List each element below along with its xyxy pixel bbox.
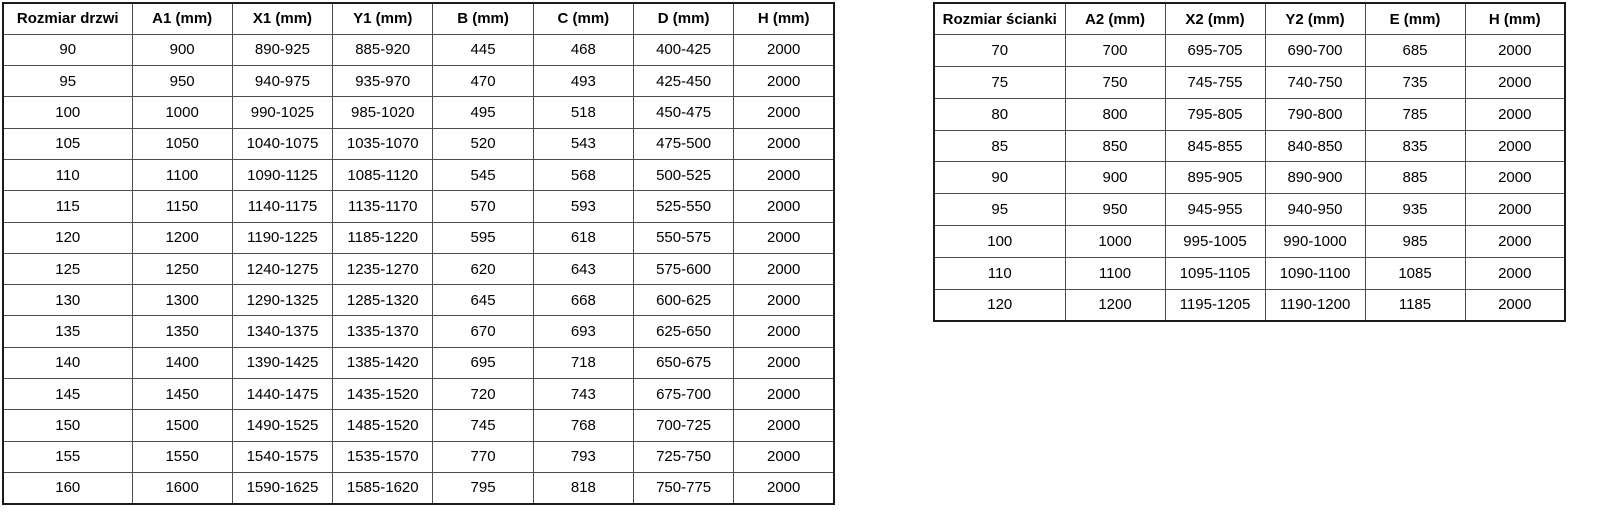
table-cell: 850: [1065, 130, 1165, 162]
table-cell: 1090-1125: [232, 159, 332, 190]
table-cell: 1585-1620: [333, 472, 433, 503]
table-cell: 1390-1425: [232, 347, 332, 378]
table-cell: 945-955: [1165, 194, 1265, 226]
table-cell: 1050: [132, 128, 232, 159]
table-cell: 1400: [132, 347, 232, 378]
table-cell: 1240-1275: [232, 253, 332, 284]
table-cell: 645: [433, 285, 533, 316]
column-header: E (mm): [1365, 3, 1465, 35]
column-header: H (mm): [1465, 3, 1565, 35]
table-row: [3, 347, 834, 378]
column-header: Rozmiar ścianki: [934, 3, 1065, 35]
table-cell: 2000: [1465, 226, 1565, 258]
table-cell: 950: [132, 66, 232, 97]
table-cell: 1300: [132, 285, 232, 316]
table-cell: 70: [934, 35, 1065, 67]
table-row: [3, 472, 834, 503]
table-cell: 1090-1100: [1265, 257, 1365, 289]
table-cell: 750-775: [633, 472, 733, 503]
table-cell: 985-1020: [333, 97, 433, 128]
table-cell: 2000: [734, 253, 834, 284]
wall-table-header: [934, 3, 1565, 35]
table-cell: 495: [433, 97, 533, 128]
table-cell: 1590-1625: [232, 472, 332, 503]
table-cell: 1600: [132, 472, 232, 503]
table-cell: 2000: [1465, 98, 1565, 130]
table-cell: 2000: [1465, 289, 1565, 321]
table-cell: 545: [433, 159, 533, 190]
table-cell: 935: [1365, 194, 1465, 226]
table-cell: 1535-1570: [333, 441, 433, 472]
table-cell: 500-525: [633, 159, 733, 190]
table-cell: 125: [3, 253, 132, 284]
table-cell: 1185-1220: [333, 222, 433, 253]
table-row: [3, 285, 834, 316]
door-table-body: [3, 34, 834, 503]
table-cell: 2000: [734, 128, 834, 159]
column-header: Rozmiar drzwi: [3, 3, 132, 34]
table-cell: 985: [1365, 226, 1465, 258]
column-header: D (mm): [633, 3, 733, 34]
table-row: [3, 316, 834, 347]
table-cell: 130: [3, 285, 132, 316]
table-cell: 1035-1070: [333, 128, 433, 159]
column-header: B (mm): [433, 3, 533, 34]
table-row: [934, 67, 1565, 99]
table-cell: 940-975: [232, 66, 332, 97]
table-cell: 2000: [734, 97, 834, 128]
table-cell: 525-550: [633, 191, 733, 222]
table-cell: 990-1025: [232, 97, 332, 128]
table-cell: 845-855: [1165, 130, 1265, 162]
table-row: [3, 128, 834, 159]
table-cell: 675-700: [633, 379, 733, 410]
table-cell: 1185: [1365, 289, 1465, 321]
table-cell: 1285-1320: [333, 285, 433, 316]
table-cell: 1450: [132, 379, 232, 410]
column-header: H (mm): [734, 3, 834, 34]
table-cell: 2000: [734, 159, 834, 190]
table-cell: 550-575: [633, 222, 733, 253]
table-cell: 935-970: [333, 66, 433, 97]
table-cell: 895-905: [1165, 162, 1265, 194]
door-table-header: [3, 3, 834, 34]
table-cell: 1135-1170: [333, 191, 433, 222]
column-header: A1 (mm): [132, 3, 232, 34]
table-cell: 670: [433, 316, 533, 347]
table-cell: 2000: [734, 66, 834, 97]
table-cell: 160: [3, 472, 132, 503]
table-cell: 2000: [734, 441, 834, 472]
table-cell: 1385-1420: [333, 347, 433, 378]
table-cell: 90: [3, 34, 132, 65]
table-cell: 115: [3, 191, 132, 222]
table-cell: 785: [1365, 98, 1465, 130]
table-cell: 693: [533, 316, 633, 347]
table-cell: 745: [433, 410, 533, 441]
table-cell: 1085: [1365, 257, 1465, 289]
table-cell: 620: [433, 253, 533, 284]
table-cell: 1235-1270: [333, 253, 433, 284]
table-cell: 795: [433, 472, 533, 503]
table-cell: 520: [433, 128, 533, 159]
table-cell: 1540-1575: [232, 441, 332, 472]
table-row: [3, 34, 834, 65]
table-cell: 2000: [1465, 194, 1565, 226]
table-cell: 85: [934, 130, 1065, 162]
table-cell: 75: [934, 67, 1065, 99]
table-cell: 2000: [1465, 67, 1565, 99]
table-cell: 890-900: [1265, 162, 1365, 194]
table-row: [3, 191, 834, 222]
table-cell: 950: [1065, 194, 1165, 226]
table-cell: 900: [1065, 162, 1165, 194]
table-cell: 790-800: [1265, 98, 1365, 130]
table-cell: 743: [533, 379, 633, 410]
table-cell: 1095-1105: [1165, 257, 1265, 289]
table-row: [934, 194, 1565, 226]
table-cell: 1435-1520: [333, 379, 433, 410]
table-cell: 2000: [734, 285, 834, 316]
table-cell: 990-1000: [1265, 226, 1365, 258]
column-header: Y1 (mm): [333, 3, 433, 34]
column-header: A2 (mm): [1065, 3, 1165, 35]
table-row: [934, 226, 1565, 258]
table-cell: 110: [934, 257, 1065, 289]
table-cell: 793: [533, 441, 633, 472]
table-cell: 618: [533, 222, 633, 253]
table-cell: 543: [533, 128, 633, 159]
table-cell: 1195-1205: [1165, 289, 1265, 321]
table-cell: 95: [3, 66, 132, 97]
table-cell: 1150: [132, 191, 232, 222]
table-cell: 840-850: [1265, 130, 1365, 162]
table-cell: 625-650: [633, 316, 733, 347]
table-cell: 445: [433, 34, 533, 65]
table-cell: 695: [433, 347, 533, 378]
table-cell: 493: [533, 66, 633, 97]
table-cell: 885-920: [333, 34, 433, 65]
table-cell: 1000: [132, 97, 232, 128]
table-cell: 155: [3, 441, 132, 472]
table-cell: 1250: [132, 253, 232, 284]
table-cell: 690-700: [1265, 35, 1365, 67]
table-row: [3, 410, 834, 441]
table-cell: 568: [533, 159, 633, 190]
table-cell: 2000: [734, 347, 834, 378]
table-cell: 885: [1365, 162, 1465, 194]
table-row: [934, 289, 1565, 321]
table-cell: 593: [533, 191, 633, 222]
table-cell: 995-1005: [1165, 226, 1265, 258]
table-cell: 740-750: [1265, 67, 1365, 99]
table-cell: 695-705: [1165, 35, 1265, 67]
table-row: [3, 379, 834, 410]
table-cell: 1340-1375: [232, 316, 332, 347]
table-cell: 100: [934, 226, 1065, 258]
table-row: [934, 98, 1565, 130]
table-cell: 700-725: [633, 410, 733, 441]
table-cell: 135: [3, 316, 132, 347]
table-row: [934, 35, 1565, 67]
table-cell: 470: [433, 66, 533, 97]
wall-size-table: [933, 2, 1566, 322]
table-cell: 518: [533, 97, 633, 128]
header-row: [3, 3, 834, 34]
table-cell: 725-750: [633, 441, 733, 472]
table-cell: 940-950: [1265, 194, 1365, 226]
table-cell: 800: [1065, 98, 1165, 130]
table-cell: 2000: [734, 472, 834, 503]
header-row: [934, 3, 1565, 35]
table-cell: 90: [934, 162, 1065, 194]
table-row: [3, 97, 834, 128]
column-header: X2 (mm): [1165, 3, 1265, 35]
table-cell: 1200: [132, 222, 232, 253]
table-cell: 1490-1525: [232, 410, 332, 441]
table-cell: 770: [433, 441, 533, 472]
table-cell: 100: [3, 97, 132, 128]
table-cell: 700: [1065, 35, 1165, 67]
table-cell: 643: [533, 253, 633, 284]
table-cell: 1100: [132, 159, 232, 190]
table-cell: 1040-1075: [232, 128, 332, 159]
table-cell: 120: [3, 222, 132, 253]
column-header: Y2 (mm): [1265, 3, 1365, 35]
table-cell: 1140-1175: [232, 191, 332, 222]
table-row: [3, 159, 834, 190]
table-cell: 745-755: [1165, 67, 1265, 99]
table-cell: 835: [1365, 130, 1465, 162]
table-cell: 2000: [734, 191, 834, 222]
table-row: [3, 441, 834, 472]
table-row: [3, 66, 834, 97]
table-cell: 2000: [1465, 130, 1565, 162]
table-cell: 1200: [1065, 289, 1165, 321]
table-cell: 668: [533, 285, 633, 316]
table-cell: 1335-1370: [333, 316, 433, 347]
table-cell: 750: [1065, 67, 1165, 99]
table-cell: 110: [3, 159, 132, 190]
table-cell: 1290-1325: [232, 285, 332, 316]
table-cell: 575-600: [633, 253, 733, 284]
table-cell: 890-925: [232, 34, 332, 65]
door-size-table: [2, 2, 835, 505]
table-cell: 900: [132, 34, 232, 65]
table-cell: 685: [1365, 35, 1465, 67]
table-cell: 2000: [1465, 35, 1565, 67]
table-cell: 1485-1520: [333, 410, 433, 441]
table-cell: 1190-1225: [232, 222, 332, 253]
table-cell: 1000: [1065, 226, 1165, 258]
table-cell: 400-425: [633, 34, 733, 65]
table-cell: 595: [433, 222, 533, 253]
table-cell: 80: [934, 98, 1065, 130]
table-row: [934, 130, 1565, 162]
table-cell: 105: [3, 128, 132, 159]
table-cell: 2000: [734, 34, 834, 65]
table-cell: 140: [3, 347, 132, 378]
table-row: [934, 162, 1565, 194]
table-cell: 1350: [132, 316, 232, 347]
table-cell: 768: [533, 410, 633, 441]
table-cell: 795-805: [1165, 98, 1265, 130]
table-cell: 2000: [734, 410, 834, 441]
table-cell: 718: [533, 347, 633, 378]
table-cell: 2000: [734, 316, 834, 347]
table-cell: 1440-1475: [232, 379, 332, 410]
table-cell: 720: [433, 379, 533, 410]
table-cell: 468: [533, 34, 633, 65]
table-cell: 2000: [734, 379, 834, 410]
table-cell: 475-500: [633, 128, 733, 159]
table-cell: 150: [3, 410, 132, 441]
table-row: [3, 253, 834, 284]
table-cell: 818: [533, 472, 633, 503]
table-cell: 1085-1120: [333, 159, 433, 190]
table-cell: 120: [934, 289, 1065, 321]
table-cell: 1500: [132, 410, 232, 441]
table-cell: 600-625: [633, 285, 733, 316]
table-cell: 735: [1365, 67, 1465, 99]
table-cell: 1550: [132, 441, 232, 472]
table-cell: 145: [3, 379, 132, 410]
table-cell: 650-675: [633, 347, 733, 378]
table-cell: 2000: [734, 222, 834, 253]
table-cell: 95: [934, 194, 1065, 226]
table-cell: 2000: [1465, 162, 1565, 194]
table-cell: 450-475: [633, 97, 733, 128]
wall-table-body: [934, 35, 1565, 321]
table-cell: 570: [433, 191, 533, 222]
table-row: [3, 222, 834, 253]
table-cell: 2000: [1465, 257, 1565, 289]
column-header: C (mm): [533, 3, 633, 34]
table-cell: 1190-1200: [1265, 289, 1365, 321]
table-row: [934, 257, 1565, 289]
table-cell: 425-450: [633, 66, 733, 97]
table-cell: 1100: [1065, 257, 1165, 289]
column-header: X1 (mm): [232, 3, 332, 34]
